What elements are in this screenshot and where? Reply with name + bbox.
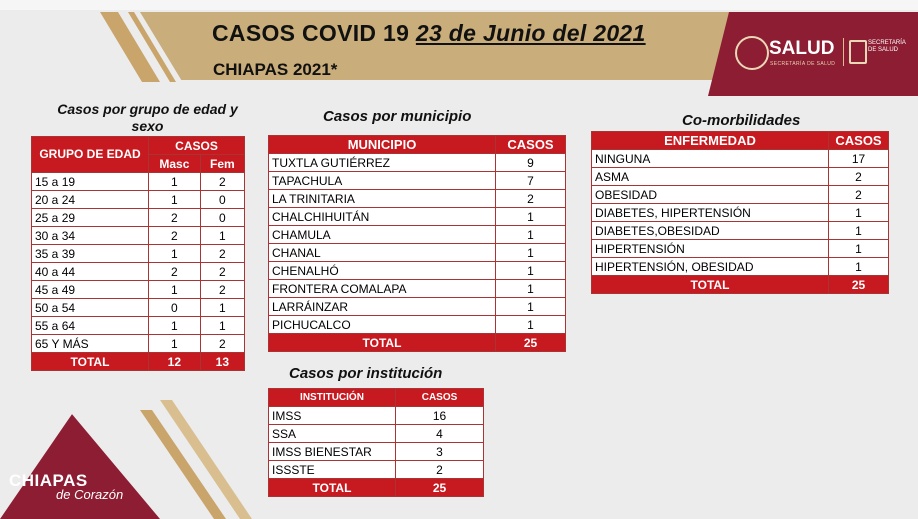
- table-row: [269, 190, 566, 208]
- table-cell-nombre: SSA: [269, 425, 396, 443]
- table-cell-nombre: DIABETES, HIPERTENSIÓN: [592, 204, 829, 222]
- table-cell-casos: 1: [829, 222, 889, 240]
- table-cell-nombre: ISSSTE: [269, 461, 396, 479]
- table-cell-casos: 1: [496, 298, 566, 316]
- salud-logo-small: SECRETARÍA DE SALUD: [770, 61, 836, 67]
- table-row: [32, 173, 245, 191]
- table-cell-fem: 2: [200, 335, 244, 353]
- comorbilidades-table: [591, 131, 889, 294]
- chiapas-logo-subtext: de Corazón: [56, 487, 124, 502]
- table-cell-casos: 2: [829, 186, 889, 204]
- col-enfermedad: ENFERMEDAD: [592, 132, 829, 150]
- table-cell-grupo: 50 a 54: [32, 299, 149, 317]
- table-cell-nombre: PICHUCALCO: [269, 316, 496, 334]
- table-row: [592, 240, 889, 258]
- table-cell-grupo: 35 a 39: [32, 245, 149, 263]
- table-cell-casos: 1: [496, 262, 566, 280]
- table-cell-casos: 2: [396, 461, 484, 479]
- salud-right-text: SECRETARÍA DE SALUD: [868, 40, 906, 53]
- table-cell-fem: 1: [200, 317, 244, 335]
- table-cell-nombre: LA TRINITARIA: [269, 190, 496, 208]
- salud-logo-text: SALUD: [769, 38, 835, 59]
- table-cell-masc: 2: [149, 227, 201, 245]
- table-cell-masc: 2: [149, 209, 201, 227]
- table-row: [592, 150, 889, 168]
- table-cell-masc: 2: [149, 263, 201, 281]
- institucion-table: [268, 388, 484, 497]
- table-cell-nombre: TUXTLA GUTIÉRREZ: [269, 154, 496, 172]
- table-cell-nombre: IMSS: [269, 407, 396, 425]
- table-cell-grupo: 40 a 44: [32, 263, 149, 281]
- table-row: [269, 443, 484, 461]
- table-row: [269, 407, 484, 425]
- table-row: [32, 317, 245, 335]
- table-cell-casos: 7: [496, 172, 566, 190]
- seal-icon: [735, 36, 769, 70]
- col-casos: CASOS: [396, 389, 484, 407]
- table-row: [592, 222, 889, 240]
- table-cell-grupo: 25 a 29: [32, 209, 149, 227]
- table-cell-nombre: ASMA: [592, 168, 829, 186]
- table-row: [269, 316, 566, 334]
- col-masc: Masc: [149, 155, 201, 173]
- table-cell-nombre: CHAMULA: [269, 226, 496, 244]
- table-cell-nombre: OBESIDAD: [592, 186, 829, 204]
- table-row: [592, 204, 889, 222]
- table-cell-nombre: CHANAL: [269, 244, 496, 262]
- institucion-total-label: TOTAL: [269, 479, 396, 497]
- table-cell-fem: 1: [200, 299, 244, 317]
- table-cell-casos: 1: [496, 244, 566, 262]
- table-cell-grupo: 15 a 19: [32, 173, 149, 191]
- table-cell-nombre: DIABETES,OBESIDAD: [592, 222, 829, 240]
- table-cell-nombre: LARRÁINZAR: [269, 298, 496, 316]
- title-prefix: CASOS COVID 19: [212, 20, 410, 46]
- col-institucion: INSTITUCIÓN: [269, 389, 396, 407]
- building-icon: [849, 40, 867, 64]
- edad-total-masc: 12: [149, 353, 201, 371]
- table-cell-casos: 1: [496, 208, 566, 226]
- table-cell-fem: 0: [200, 209, 244, 227]
- table-cell-casos: 17: [829, 150, 889, 168]
- table-row: [269, 262, 566, 280]
- table-cell-casos: 1: [496, 226, 566, 244]
- col-grupo: GRUPO DE EDAD: [32, 137, 149, 173]
- municipio-total-label: TOTAL: [269, 334, 496, 352]
- table-row: [32, 227, 245, 245]
- table-cell-casos: 1: [496, 280, 566, 298]
- table-row: [592, 186, 889, 204]
- table-row: [269, 154, 566, 172]
- municipio-table: [268, 135, 566, 352]
- comorbilidades-total: 25: [829, 276, 889, 294]
- table-cell-grupo: 45 a 49: [32, 281, 149, 299]
- institucion-title: Casos por institución: [289, 365, 443, 382]
- table-row: [32, 263, 245, 281]
- table-cell-casos: 1: [496, 316, 566, 334]
- table-cell-masc: 1: [149, 335, 201, 353]
- title-date: 23 de Junio del 2021: [415, 20, 646, 46]
- institucion-total: 25: [396, 479, 484, 497]
- logo-divider: [843, 38, 844, 66]
- col-casos: CASOS: [496, 136, 566, 154]
- table-row: [269, 425, 484, 443]
- col-fem: Fem: [200, 155, 244, 173]
- table-cell-casos: 1: [829, 204, 889, 222]
- table-row: [269, 280, 566, 298]
- table-row: [592, 258, 889, 276]
- table-cell-masc: 1: [149, 191, 201, 209]
- table-row: [592, 168, 889, 186]
- comorbilidades-title: Co-morbilidades: [682, 112, 801, 129]
- edad-total-label: TOTAL: [32, 353, 149, 371]
- table-cell-masc: 1: [149, 317, 201, 335]
- table-cell-nombre: CHALCHIHUITÁN: [269, 208, 496, 226]
- municipio-title: Casos por municipio: [323, 108, 472, 125]
- edad-title: Casos por grupo de edad y sexo: [57, 101, 238, 134]
- table-row: [32, 245, 245, 263]
- col-casos: CASOS: [149, 137, 245, 155]
- table-cell-grupo: 30 a 34: [32, 227, 149, 245]
- table-row: [32, 335, 245, 353]
- table-cell-nombre: FRONTERA COMALAPA: [269, 280, 496, 298]
- table-row: [269, 172, 566, 190]
- table-cell-casos: 1: [829, 258, 889, 276]
- table-cell-casos: 4: [396, 425, 484, 443]
- table-cell-fem: 2: [200, 281, 244, 299]
- table-cell-masc: 0: [149, 299, 201, 317]
- table-row: [32, 299, 245, 317]
- table-cell-grupo: 55 a 64: [32, 317, 149, 335]
- col-municipio: MUNICIPIO: [269, 136, 496, 154]
- edad-total-fem: 13: [200, 353, 244, 371]
- table-cell-grupo: 65 Y MÁS: [32, 335, 149, 353]
- table-row: [269, 461, 484, 479]
- table-cell-casos: 1: [829, 240, 889, 258]
- municipio-total: 25: [496, 334, 566, 352]
- table-cell-fem: 2: [200, 263, 244, 281]
- table-cell-fem: 2: [200, 173, 244, 191]
- table-cell-masc: 1: [149, 281, 201, 299]
- table-cell-grupo: 20 a 24: [32, 191, 149, 209]
- table-cell-casos: 9: [496, 154, 566, 172]
- table-cell-nombre: CHENALHÓ: [269, 262, 496, 280]
- table-row: [269, 226, 566, 244]
- table-row: [269, 208, 566, 226]
- table-row: [269, 244, 566, 262]
- table-cell-masc: 1: [149, 173, 201, 191]
- col-casos: CASOS: [829, 132, 889, 150]
- table-row: [32, 191, 245, 209]
- table-cell-nombre: HIPERTENSIÓN: [592, 240, 829, 258]
- table-cell-nombre: TAPACHULA: [269, 172, 496, 190]
- edad-table: [31, 136, 245, 371]
- table-cell-casos: 2: [829, 168, 889, 186]
- table-cell-nombre: HIPERTENSIÓN, OBESIDAD: [592, 258, 829, 276]
- table-cell-fem: 0: [200, 191, 244, 209]
- chiapas-logo-text: CHIAPAS: [9, 471, 88, 490]
- page-subtitle: CHIAPAS 2021*: [213, 60, 338, 79]
- table-row: [269, 298, 566, 316]
- table-cell-nombre: NINGUNA: [592, 150, 829, 168]
- table-cell-masc: 1: [149, 245, 201, 263]
- comorbilidades-total-label: TOTAL: [592, 276, 829, 294]
- table-cell-casos: 16: [396, 407, 484, 425]
- table-cell-fem: 2: [200, 245, 244, 263]
- page-title: [212, 20, 646, 47]
- table-row: [32, 209, 245, 227]
- table-row: [32, 281, 245, 299]
- table-cell-casos: 2: [496, 190, 566, 208]
- table-cell-fem: 1: [200, 227, 244, 245]
- table-cell-casos: 3: [396, 443, 484, 461]
- table-cell-nombre: IMSS BIENESTAR: [269, 443, 396, 461]
